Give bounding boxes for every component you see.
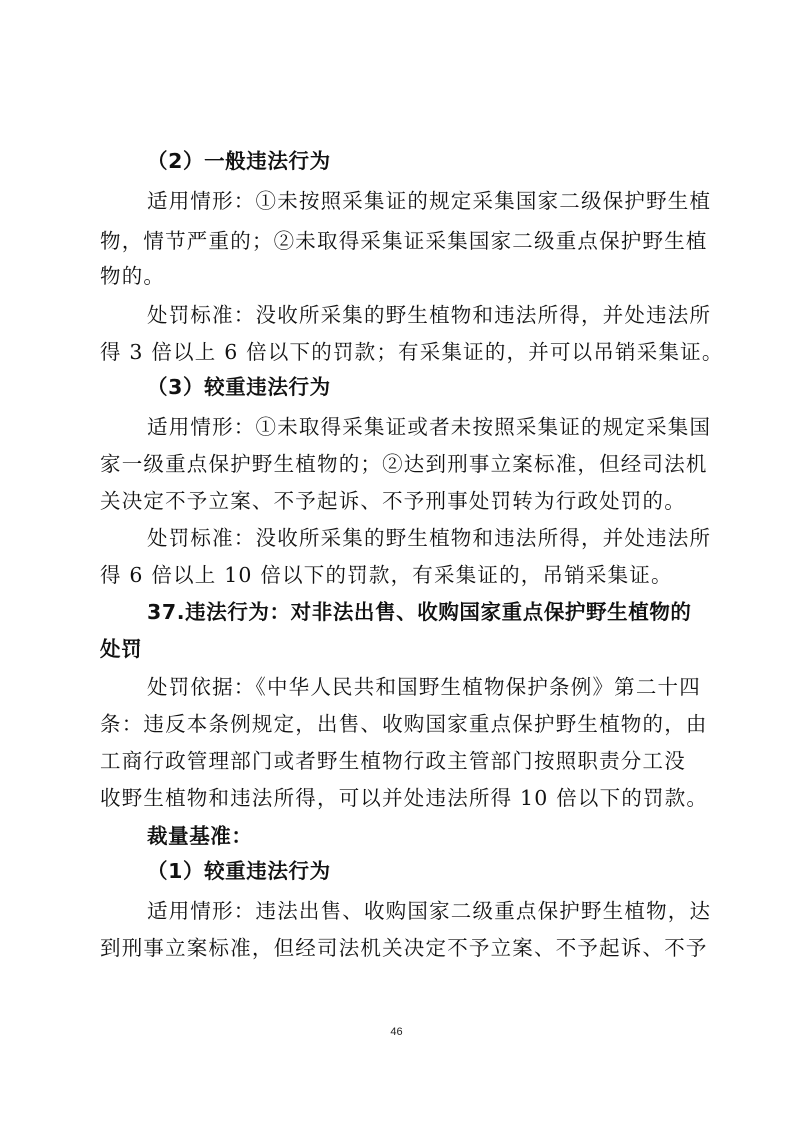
paragraph-line: 得 3 倍以上 6 倍以下的罚款；有采集证的，并可以吊销采集证。: [100, 340, 724, 364]
paragraph-line: 处罚标准：没收所采集的野生植物和违法所得，并处违法所: [147, 303, 712, 327]
paragraph-line: 适用情形：①未取得采集证或者未按照采集证的规定采集国: [147, 415, 712, 439]
subheading-general-violation: （2）一般违法行为: [147, 149, 331, 173]
subheading-serious-violation: （3）较重违法行为: [147, 375, 331, 399]
paragraph-line: 得 6 倍以上 10 倍以下的罚款，有采集证的，吊销采集证。: [100, 563, 673, 587]
paragraph-line: 物的。: [100, 264, 166, 288]
paragraph-line: 条：违反本条例规定，出售、收购国家重点保护野生植物的，由: [100, 712, 708, 736]
paragraph-line: 处罚标准：没收所采集的野生植物和违法所得，并处违法所: [147, 526, 712, 550]
paragraph-line: 物，情节严重的；②未取得采集证采集国家二级重点保护野生植: [100, 229, 708, 253]
paragraph-line: 家一级重点保护野生植物的；②达到刑事立案标准，但经司法机: [100, 452, 708, 476]
discretion-standard-heading: 裁量基准：: [147, 824, 253, 848]
section-37-title-continued: 处罚: [100, 637, 143, 661]
paragraph-line: 到刑事立案标准，但经司法机关决定不予立案、不予起诉、不予: [100, 936, 708, 960]
paragraph-line: 适用情形：①未按照采集证的规定采集国家二级保护野生植: [147, 189, 712, 213]
page-number: 46: [390, 1026, 403, 1038]
paragraph-line: 处罚依据：《中华人民共和国野生植物保护条例》第二十四: [147, 675, 701, 699]
section-37-title: 37.违法行为：对非法出售、收购国家重点保护野生植物的: [147, 600, 692, 624]
paragraph-line: 收野生植物和违法所得，可以并处违法所得 10 倍以下的罚款。: [100, 786, 709, 810]
subheading-serious-violation: （1）较重违法行为: [147, 859, 331, 883]
paragraph-line: 关决定不予立案、不予起诉、不予刑事处罚转为行政处罚的。: [100, 489, 686, 513]
paragraph-line: 适用情形：违法出售、收购国家二级重点保护野生植物，达: [147, 899, 712, 923]
paragraph-line: 工商行政管理部门或者野生植物行政主管部门按照职责分工没: [100, 749, 686, 773]
